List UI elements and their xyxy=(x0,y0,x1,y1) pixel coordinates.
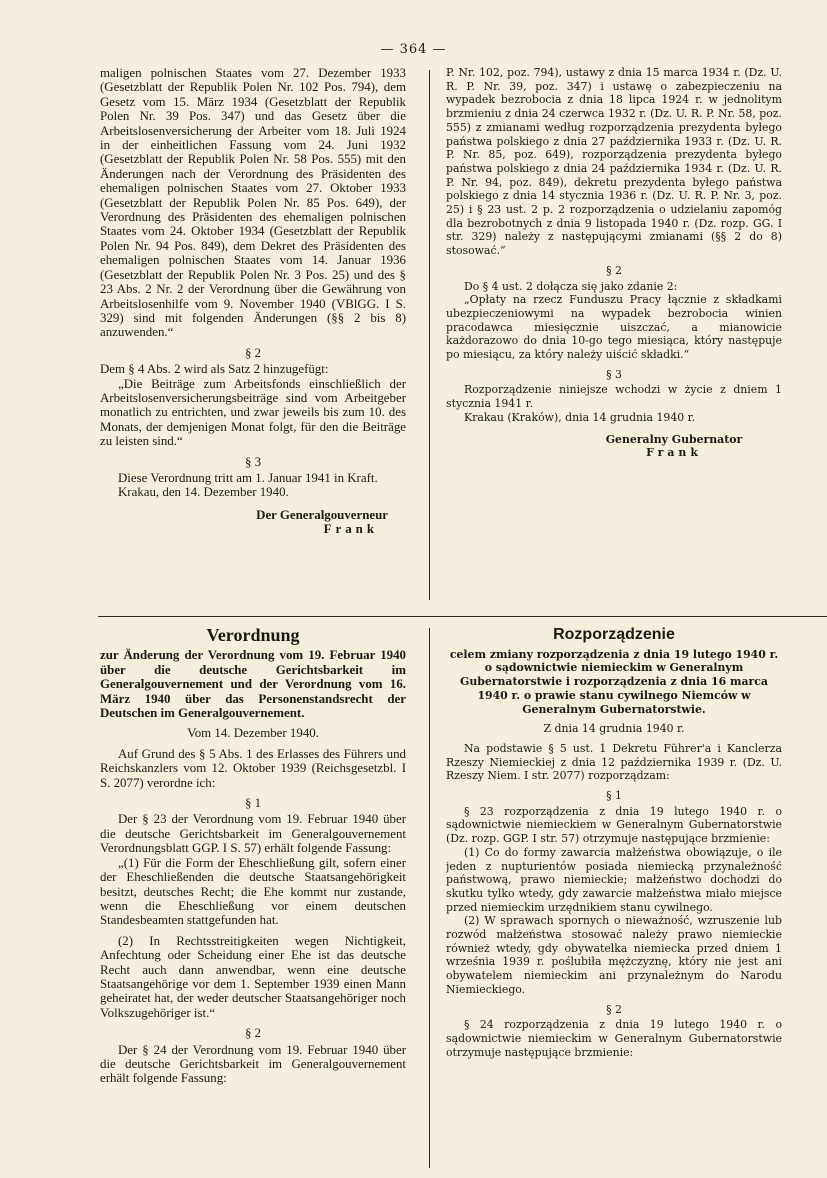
bottom-de-s1-p2: (2) In Rechtsstreitigkeiten wegen Nichtigkeit, Anfechtung oder Scheidung einer Ehe ist das deutsche Recht auch dann anwendbar, wenn eine deutsche Staatsangehörige vor dem 1. September 1939 einen Mann geheiratet hat, der weder deutscher Staatsangehöriger noch Volkszugehöriger ist.“ xyxy=(100,933,406,1020)
top-de-sec2-intro: Dem § 4 Abs. 2 wird als Satz 2 hinzugefügt: xyxy=(100,362,329,377)
bottom-de-s1-heading: § 1 xyxy=(244,796,262,811)
top-pl-sec3-text: Rozporządzenie niniejsze wchodzi w życie z dniem 1 stycznia 1941 r. xyxy=(446,383,782,411)
bottom-pl-s1-heading: § 1 xyxy=(606,789,622,803)
top-de-place-date: Krakau, den 14. Dezember 1940. xyxy=(118,485,289,500)
bottom-de-s1-p1: „(1) Für die Form der Eheschließung gilt, sofern einer der Eheschließenden die deutsche Staatsangehörigkeit besitzt, deutsches Recht; die Ehe kommt nur zustande, wenn die Eheschließung vor einem deutschen Standesbeamten stattgefunden hat. xyxy=(100,855,406,928)
section-divider xyxy=(98,616,827,617)
bottom-de-date: Vom 14. Dezember 1940. xyxy=(187,726,319,741)
bottom-de-s1-text: Der § 23 der Verordnung vom 19. Februar 1940 über die deutsche Gerichtsbarkeit im Generalgouvernement Verordnungsblatt GGP. I S. 57) erhält folgende Fassung: xyxy=(100,812,406,856)
top-pl-place-date: Krakau (Kraków), dnia 14 grudnia 1940 r. xyxy=(464,410,696,424)
top-de-sec2-heading: § 2 xyxy=(244,345,262,360)
bottom-pl-subtitle: celem zmiany rozporządzenia z dnia 19 lutego 1940 r. o sądownictwie niemieckim w Generalnym Gubernatorstwie i rozporządzenia z dnia 16 marca 1940 r. o prawie stanu cywilnego Niemców w Generalnym Gubernatorstwie. xyxy=(449,647,779,716)
top-pl-sec3-heading: § 3 xyxy=(606,367,622,381)
bottom-pl-s2-heading: § 2 xyxy=(606,1002,622,1016)
top-polish-column xyxy=(446,66,782,612)
top-de-signer-name: Frank xyxy=(323,522,378,537)
top-pl-signer-name: Frank xyxy=(646,446,702,460)
top-pl-sec2-heading: § 2 xyxy=(606,263,622,277)
top-de-intro: maligen polnischen Staates vom 27. Dezember 1933 (Gesetzblatt der Republik Polen Nr. 102 Pos. 794), dem Gesetz vom 15. März 1934 (Gesetzblatt der Republik Polen Nr. 39 Pos. 347) und das Gesetz über die Arbeitslosenversicherung der Arbeiter vom 18. Juli 1924 in der einheitlichen Fassung vom 24. Juni 1932 (Gesetzblatt der Republik Polen Nr. 58 Pos. 555) mit den Änderungen nach der Verordnung des Präsidenten des ehemaligen polnischen Staates vom 27. Oktober 1933 (Gesetzblatt der Republik Polen Nr. 85 Pos. 649), der Verordnung des Präsidenten des ehemaligen polnischen Staates vom 24. Oktober 1934 (Gesetzblatt der Republik Polen Nr. 94 Pos. 849), dem Dekret des Präsidenten des ehemaligen polnischen Staates vom 14. Januar 1936 (Gesetzblatt der Republik Polen Nr. 3 Pos. 25) und des § 23 Abs. 2 Nr. 2 der Verordnung über die Gewährung von Arbeitslosenhilfe vom 9. November 1940 (VBlGG. I S. 329) sind mit folgenden Änderungen (§§ 2 bis 8) anzuwenden.“ xyxy=(100,66,406,340)
bottom-polish-column xyxy=(446,624,782,1170)
bottom-column-divider xyxy=(429,628,430,1168)
bottom-de-title: Verordnung xyxy=(206,625,300,645)
bottom-pl-s2-text: § 24 rozporządzenia z dnia 19 lutego 1940 r. o sądownictwie niemieckim w Generalnym Gubernatorstwie otrzymuje następujące brzmienie: xyxy=(446,1018,782,1059)
bottom-pl-preamble: Na podstawie § 5 ust. 1 Dekretu Führer'a i Kanclerza Rzeszy Niemieckiej z dnia 12 października 1939 r. (Dz. U. Rzeszy Niem. I str. 2077) rozporządzam: xyxy=(446,741,782,783)
bottom-de-preamble: Auf Grund des § 5 Abs. 1 des Erlasses des Führers und Reichskanzlers vom 12. Oktober 1939 (Reichsgesetzbl. I S. 2077) verordne ich: xyxy=(100,746,406,790)
top-de-sec2-quote: „Die Beiträge zum Arbeitsfonds einschließlich der Arbeitslosenversicherungsbeiträge sind vom Arbeitgeber monatlich zu entrichten, und zwar jeweils bis zum 10. des Monats, der demjenigen Monat folgt, für den die Beiträge zu leisten sind.“ xyxy=(100,376,406,449)
top-de-sec3-text: Diese Verordnung tritt am 1. Januar 1941 in Kraft. xyxy=(118,470,378,485)
top-de-signer-office: Der Generalgouverneur xyxy=(256,507,388,522)
top-pl-sec2-intro: Do § 4 ust. 2 dołącza się jako zdanie 2: xyxy=(464,279,678,293)
top-de-sec3-heading: § 3 xyxy=(244,454,262,469)
page-number: — 364 — xyxy=(380,42,447,57)
bottom-de-s2-text: Der § 24 der Verordnung vom 19. Februar 1940 über die deutsche Gerichtsbarkeit im Generalgouvernement erhält folgende Fassung: xyxy=(100,1042,406,1086)
top-german-column xyxy=(100,66,406,612)
bottom-pl-s1-p1: (1) Co do formy zawarcia małżeństwa obowiązuje, o ile jeden z nupturientów posiada niemiecką przynależność państwową, prawo niemieckie; małżeństwo dochodzi do skutku tylko wtedy, gdy zawarcie małżeństwa miało miejsce przed niemieckim urzędnikiem stanu cywilnego. xyxy=(446,845,782,914)
bottom-de-s2-heading: § 2 xyxy=(244,1026,262,1041)
bottom-pl-s1-p2: (2) W sprawach spornych o nieważność, wzruszenie lub rozwód małżeństwa stosować należy prawo niemieckie również wtedy, gdy obywatelka niemiecka przed dniem 1 września 1939 r. poślubiła mężczyznę, który nie jest ani obywatelem niemieckim ani przynależnym do Narodu Niemieckiego. xyxy=(446,914,782,996)
bottom-de-subtitle: zur Änderung der Verordnung vom 19. Februar 1940 über die deutsche Gerichtsbarkeit im Generalgouvernement und der Verordnung vom 16. März 1940 über das Personenstandsrecht der Deutschen im Generalgouvernement. xyxy=(100,648,406,721)
bottom-pl-date: Z dnia 14 grudnia 1940 r. xyxy=(543,722,685,736)
top-column-divider xyxy=(429,70,430,600)
top-pl-signer-office: Generalny Gubernator xyxy=(605,432,743,446)
top-pl-intro: P. Nr. 102, poz. 794), ustawy z dnia 15 marca 1934 r. (Dz. U. R. P. Nr. 39, poz. 347) i ustawę o zabezpieczeniu na wypadek bezrobocia z dnia 18 lipca 1924 r. w jednolitym brzmieniu z dnia 24 czerwca 1932 r. (Dz. U. R. P. Nr. 58, poz. 555) z zmianami według rozporządzenia prezydenta byłego państwa polskiego z dnia 27 października 1933 r. (Dz. U. R. P. Nr. 85, poz. 649), rozporządzenia prezydenta byłego państwa polskiego z dnia 24 października 1934 r. (Dz. U. R. P. Nr. 94, poz. 849), dekretu prezydenta byłego państwa polskiego z dnia 14 stycznia 1936 r. (Dz. U. R. P. Nr. 3, poz. 25) i § 23 ust. 2 p. 2 rozporządzenia o udzielaniu zapomóg dla bezrobotnych z dnia 9 listopada 1940 r. (Dz. rozp. GG. I str. 329) należy z następującymi zmianami (§§ 2 do 8) stosować.“ xyxy=(446,66,782,258)
top-pl-sec2-quote: „Opłaty na rzecz Funduszu Pracy łącznie z składkami ubezpieczeniowymi na wypadek bezrobocia winien pracodawca miesięcznie uiszczać, a mianowicie każdorazowo do dnia 10-go tego miesiąca, który następuje po miesiącu, za który należy uiścić składki.“ xyxy=(446,293,782,362)
bottom-german-column xyxy=(100,624,406,1170)
bottom-pl-title: Rozporządzenie xyxy=(553,626,675,643)
bottom-pl-s1-text: § 23 rozporządzenia z dnia 19 lutego 1940 r. o sądownictwie niemieckiem w Generalnym Gubernatorstwie (Dz. rozp. GGP. I str. 57) otrzymuje następujące brzmienie: xyxy=(446,804,782,846)
